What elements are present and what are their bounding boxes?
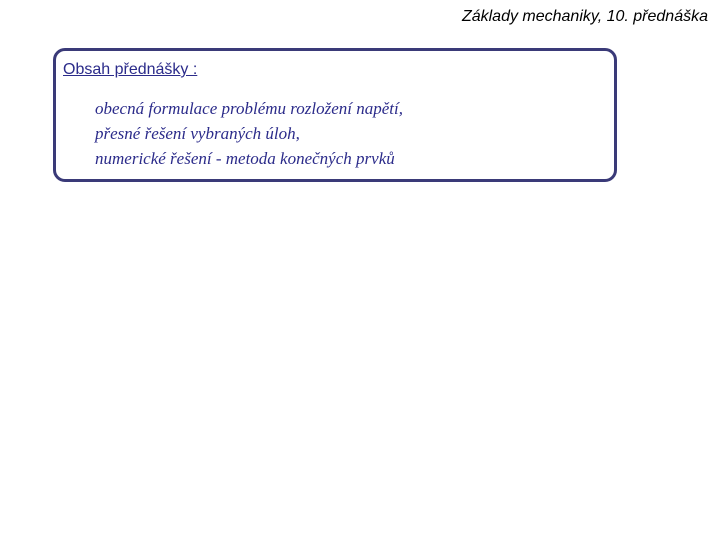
lecture-contents-box <box>53 48 617 182</box>
topic-item-exact-solutions: přesné řešení vybraných úloh, <box>95 124 300 143</box>
contents-heading: Obsah přednášky : <box>63 61 198 78</box>
topic-list <box>95 96 403 171</box>
topic-item-numerical-fem: numerické řešení - metoda konečných prvků <box>95 149 395 168</box>
topic-item-stress-formulation: obecná formulace problému rozložení napětí, <box>95 99 404 118</box>
slide-title: Základy mechaniky, 10. přednáška <box>461 8 708 25</box>
